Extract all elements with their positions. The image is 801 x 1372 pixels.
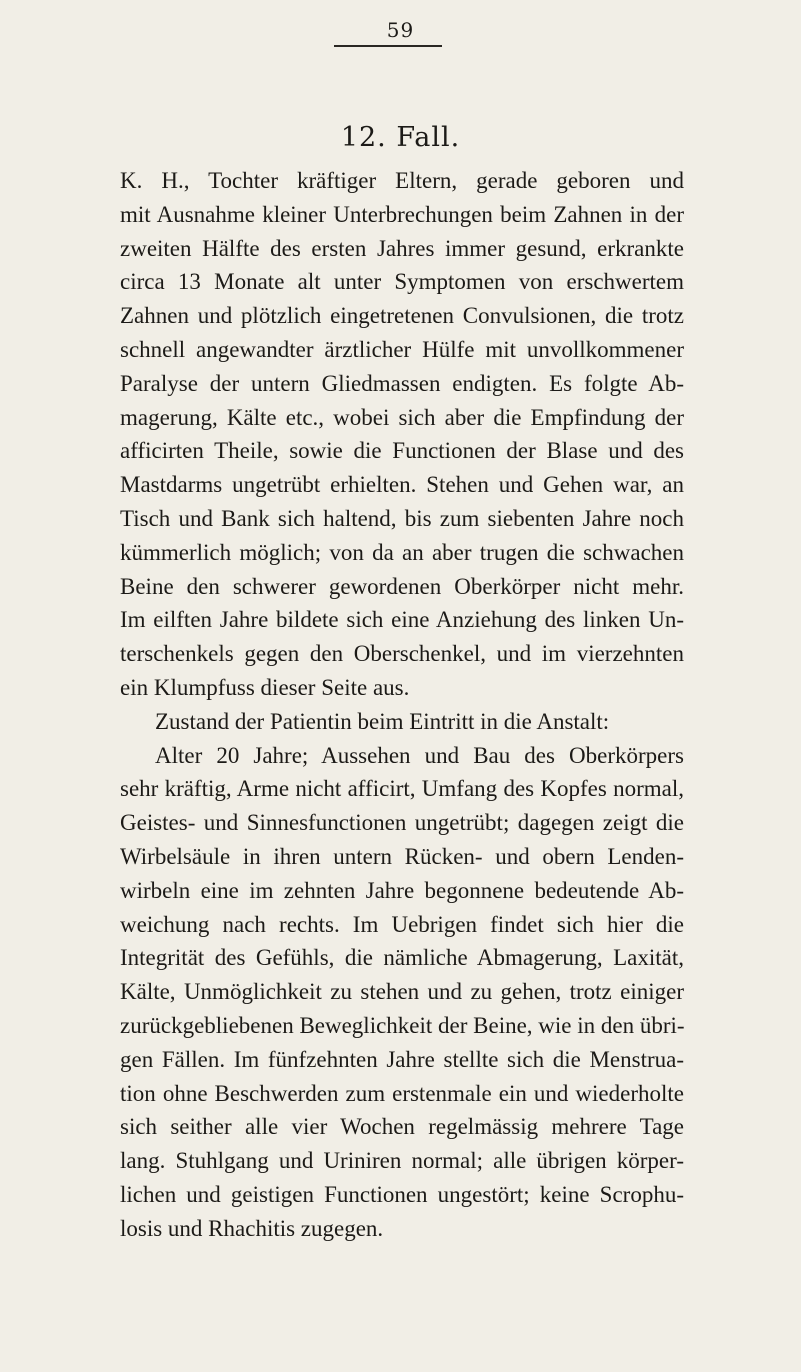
text-line: Beine den schwerer gewordenen Oberkörper nicht mehr. <box>120 573 684 599</box>
text-line: Kälte, Unmöglichkeit zu stehen und zu gehen, trotz einiger <box>120 979 684 1005</box>
text-line: zweiten Hälfte des ersten Jahres immer gesund, erkrankte <box>120 235 684 261</box>
text-line: terschenkels gegen den Oberschenkel, und im vierzehnten <box>120 641 684 667</box>
text-line: Tisch und Bank sich haltend, bis zum siebenten Jahre noch <box>120 505 684 531</box>
text-line: lang. Stuhlgang und Uriniren normal; alle übrigen körper- <box>120 1148 684 1174</box>
text-line: tion ohne Beschwerden zum erstenmale ein und wiederholte <box>120 1080 684 1106</box>
text-line: Zustand der Patientin beim Eintritt in die Anstalt: <box>155 708 610 734</box>
text-line: schnell angewandter ärztlicher Hülfe mit unvollkommener <box>120 336 684 362</box>
body-text <box>120 164 684 1246</box>
text-line: wirbeln eine im zehnten Jahre begonnene bedeutende Ab- <box>120 877 684 903</box>
text-line: sich seither alle vier Wochen regelmässig mehrere Tage <box>120 1114 684 1140</box>
text-line: zurückgebliebenen Beweglichkeit der Beine, wie in den übri- <box>120 1012 685 1038</box>
text-line: Wirbelsäule in ihren untern Rücken- und obern Lenden- <box>120 843 684 869</box>
page-number: 59 <box>386 18 415 42</box>
case-heading: 12. Fall. <box>340 122 461 153</box>
text-line: Geistes- und Sinnesfunctionen ungetrübt; dagegen zeigt die <box>120 810 684 836</box>
text-line: afficirten Theile, sowie die Functionen der Blase und des <box>120 438 684 464</box>
text-line: Paralyse der untern Gliedmassen endigten. Es folgte Ab- <box>120 370 684 396</box>
text-line: lichen und geistigen Functionen ungestört; keine Scrophu- <box>120 1181 684 1207</box>
text-line: magerung, Kälte etc., wobei sich aber die Empfindung der <box>120 404 684 430</box>
text-line: kümmerlich möglich; von da an aber trugen die schwachen <box>120 539 684 565</box>
text-line: Zahnen und plötzlich eingetretenen Convulsionen, die trotz <box>120 303 684 329</box>
text-line: weichung nach rechts. Im Uebrigen findet sich hier die <box>120 911 684 937</box>
text-line: K. H., Tochter kräftiger Eltern, gerade geboren und <box>120 168 684 193</box>
text-line: Alter 20 Jahre; Aussehen und Bau des Oberkörpers <box>155 742 684 768</box>
text-line: Im eilften Jahre bildete sich eine Anziehung des linken Un- <box>120 607 684 633</box>
header-rule <box>334 45 442 47</box>
text-line: circa 13 Monate alt unter Symptomen von erschwertem <box>120 269 684 295</box>
text-line: Mastdarms ungetrübt erhielten. Stehen und Gehen war, an <box>120 472 684 498</box>
text-line: gen Fällen. Im fünfzehnten Jahre stellte sich die Menstrua- <box>120 1046 684 1072</box>
text-line: Integrität des Gefühls, die nämliche Abmagerung, Laxität, <box>120 945 684 971</box>
text-line: ein Klumpfuss dieser Seite aus. <box>120 674 410 700</box>
text-line: mit Ausnahme kleiner Unterbrechungen beim Zahnen in der <box>120 201 684 227</box>
text-line: losis und Rhachitis zugegen. <box>120 1215 384 1241</box>
text-line: sehr kräftig, Arme nicht afficirt, Umfang des Kopfes normal, <box>120 776 684 802</box>
